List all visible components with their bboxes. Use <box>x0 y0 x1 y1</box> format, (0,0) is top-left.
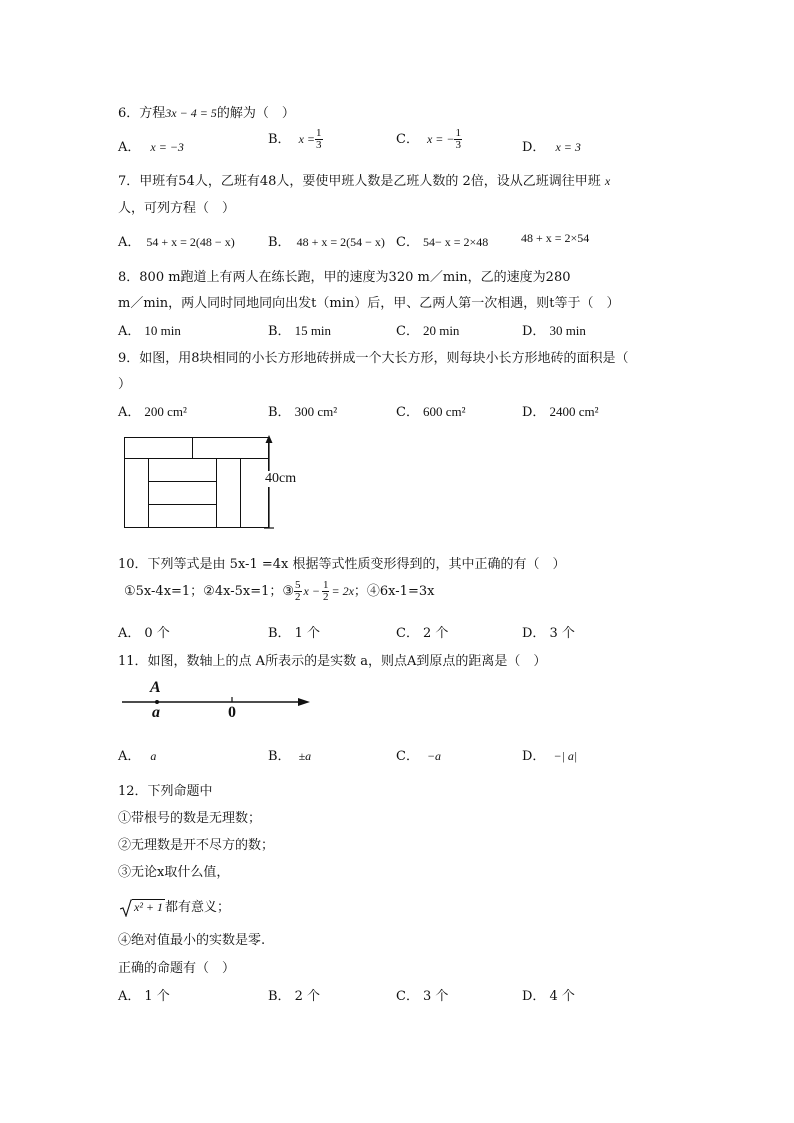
option-text: 15 min <box>294 323 332 338</box>
figure-tile <box>148 481 217 505</box>
option-text: ±a <box>298 749 312 763</box>
option-letter: C． <box>396 749 419 764</box>
figure-tile <box>148 504 217 528</box>
q9-option-c[interactable] <box>396 401 465 420</box>
option-letter: A． <box>118 626 141 641</box>
q10-option-c[interactable] <box>396 622 448 641</box>
fraction: $\frac{1}{3}$ <box>316 127 322 151</box>
option-letter: A． <box>118 749 141 764</box>
q12-option-a[interactable] <box>118 985 170 1004</box>
option-letter: B． <box>268 405 291 420</box>
q8-stem-line1: 8．800 m跑道上有两人在练长跑，甲的速度为320 m／min，乙的速度为280 <box>118 270 571 285</box>
q11-stem: 11．如图，数轴上的点 A所表示的是实数 a，则点A到原点的距离是（ ） <box>118 654 547 669</box>
q11-option-d[interactable] <box>522 745 577 764</box>
q9-tile-figure <box>124 437 269 528</box>
q8-option-d[interactable] <box>522 320 586 339</box>
option-text: a <box>150 749 157 763</box>
option-text: 1 个 <box>144 989 170 1004</box>
q7-option-c[interactable] <box>396 231 488 250</box>
q12-option-d[interactable] <box>522 985 575 1004</box>
q11-option-a[interactable] <box>118 745 156 764</box>
q7-stem-line2: 人，可列方程（ ） <box>118 201 236 216</box>
option-letter: D． <box>522 626 546 641</box>
option-text: 3 个 <box>549 626 575 641</box>
fraction: $\frac{5}{2}$ <box>295 579 301 603</box>
q12-option-b[interactable] <box>268 985 320 1004</box>
option-text: 300 cm² <box>294 404 338 419</box>
q12-option-c[interactable] <box>396 985 448 1004</box>
q8-option-c[interactable] <box>396 320 459 339</box>
q10-option-d[interactable] <box>522 622 575 641</box>
option-letter: A． <box>118 235 141 250</box>
option-text: 600 cm² <box>422 404 466 419</box>
sqrt-expression <box>120 899 165 917</box>
option-text: 2 个 <box>422 626 449 641</box>
q10-items: ①5x-4x=1；②4x-5x=1；③ <box>124 584 295 599</box>
q12-statement-2: ②无理数是开不尽方的数； <box>118 838 275 853</box>
q7-option-b[interactable] <box>268 231 385 250</box>
q6-option-b[interactable] <box>268 128 323 151</box>
q6-label: 6．方程 <box>118 106 166 121</box>
q6-option-a[interactable] <box>118 136 184 155</box>
option-text: 2400 cm² <box>549 404 599 419</box>
option-letter: A． <box>118 405 141 420</box>
option-text: −a <box>426 749 442 763</box>
option-text: x = <box>298 132 315 146</box>
option-letter: D． <box>522 140 546 155</box>
q7-option-d[interactable] <box>521 231 589 246</box>
q8-option-b[interactable] <box>268 320 331 339</box>
option-text: 1 个 <box>294 626 320 641</box>
q9-option-a[interactable] <box>118 401 187 420</box>
option-letter: C． <box>396 989 419 1004</box>
option-text: 54 + x = 2(48 − x) <box>146 235 235 249</box>
q12-statement-4: ④绝对值最小的实数是零. <box>118 933 266 948</box>
figure-tile <box>148 458 217 482</box>
fraction: $\frac{1}{2}$ <box>322 579 329 603</box>
q10-option-a[interactable] <box>118 622 170 641</box>
q7-stem-line1 <box>118 170 610 189</box>
option-letter: C． <box>396 405 419 420</box>
q12-statement-1: ①带根号的数是无理数； <box>118 811 262 826</box>
option-text: −| a| <box>553 749 578 763</box>
q11-point-value: a <box>152 704 160 721</box>
option-text: 4 个 <box>549 989 575 1004</box>
option-text: 54− x = 2×48 <box>422 235 489 249</box>
option-text: 20 min <box>422 323 460 338</box>
q10-statements <box>124 580 434 603</box>
q12-stem: 12．下列命题中 <box>118 784 213 799</box>
q10-math: x − <box>303 584 320 598</box>
q6-option-c[interactable] <box>396 128 462 151</box>
option-letter: A． <box>118 989 141 1004</box>
option-text: 2 个 <box>294 989 320 1004</box>
q6-suffix: 的解为（ ） <box>216 106 295 121</box>
figure-tile <box>124 458 149 528</box>
q7-text: 7．甲班有54人，乙班有48人，要使甲班人数是乙班人数的 2倍，设从乙班调往甲班 <box>118 174 601 189</box>
option-letter: B． <box>268 989 291 1004</box>
option-letter: B． <box>268 626 291 641</box>
q6-equation: 3x − 4 = 5 <box>165 106 217 120</box>
q11-option-c[interactable] <box>396 745 441 764</box>
q9-option-d[interactable] <box>522 401 598 420</box>
option-letter: C． <box>396 324 419 339</box>
q10-items: ；④6x-1=3x <box>353 584 435 599</box>
q6-stem <box>118 102 295 121</box>
q9-stem-line2: ） <box>118 377 132 392</box>
option-text: 30 min <box>549 323 586 338</box>
option-text: 0 个 <box>144 626 170 641</box>
option-letter: D． <box>522 749 546 764</box>
q11-option-b[interactable] <box>268 745 311 764</box>
option-text: 48 + x = 2(54 − x) <box>296 235 385 249</box>
option-letter: C． <box>396 235 419 250</box>
q8-option-a[interactable] <box>118 320 181 339</box>
q6-option-d[interactable] <box>522 136 581 155</box>
option-text: x = − <box>426 132 455 146</box>
fraction: $\frac{1}{3}$ <box>455 127 461 151</box>
q12-statement-3-cont <box>120 896 230 917</box>
q8-stem-line2: m／min，两人同时同地同向出发t（min）后，甲、乙两人第一次相遇，则t等于（ ） <box>118 296 620 311</box>
option-letter: C． <box>396 626 419 641</box>
option-letter: A． <box>118 324 141 339</box>
sqrt-icon <box>120 899 132 917</box>
option-letter: D． <box>522 989 546 1004</box>
q10-math: = 2x <box>331 584 354 598</box>
option-text: 3 个 <box>422 989 449 1004</box>
q11-origin-label: 0 <box>228 704 236 721</box>
q11-point-label: A <box>150 679 161 696</box>
sqrt-radicand: x² + 1 <box>134 900 164 914</box>
q7-option-a[interactable] <box>118 231 235 250</box>
q7-variable: x <box>604 174 611 188</box>
figure-tile <box>192 437 269 459</box>
q9-dimension-label: 40cm <box>265 471 297 486</box>
option-letter: A． <box>118 140 141 155</box>
option-letter: B． <box>268 235 291 250</box>
option-letter: C． <box>396 132 419 147</box>
option-text: 48 + x = 2×54 <box>521 231 590 245</box>
q9-option-b[interactable] <box>268 401 337 420</box>
option-text: 200 cm² <box>144 404 187 419</box>
option-letter: B． <box>268 132 291 147</box>
figure-tile <box>216 458 241 528</box>
q12-statement-3: ③无论x取什么值， <box>118 865 230 880</box>
option-letter: D． <box>522 405 546 420</box>
q12-prompt: 正确的命题有（ ） <box>118 961 236 976</box>
option-text: 10 min <box>144 323 181 338</box>
option-letter: D． <box>522 324 546 339</box>
option-text: x = 3 <box>555 140 581 154</box>
q10-stem: 10．下列等式是由 5x-1 =4x 根据等式性质变形得到的，其中正确的有（ ） <box>118 557 566 572</box>
q12-text: 都有意义； <box>165 900 231 915</box>
option-letter: B． <box>268 749 291 764</box>
option-letter: B． <box>268 324 291 339</box>
figure-tile <box>124 437 193 459</box>
q9-stem-line1: 9．如图，用8块相同的小长方形地砖拼成一个大长方形，则每块小长方形地砖的面积是（ <box>118 351 629 366</box>
option-text: x = −3 <box>150 140 184 154</box>
q10-option-b[interactable] <box>268 622 320 641</box>
